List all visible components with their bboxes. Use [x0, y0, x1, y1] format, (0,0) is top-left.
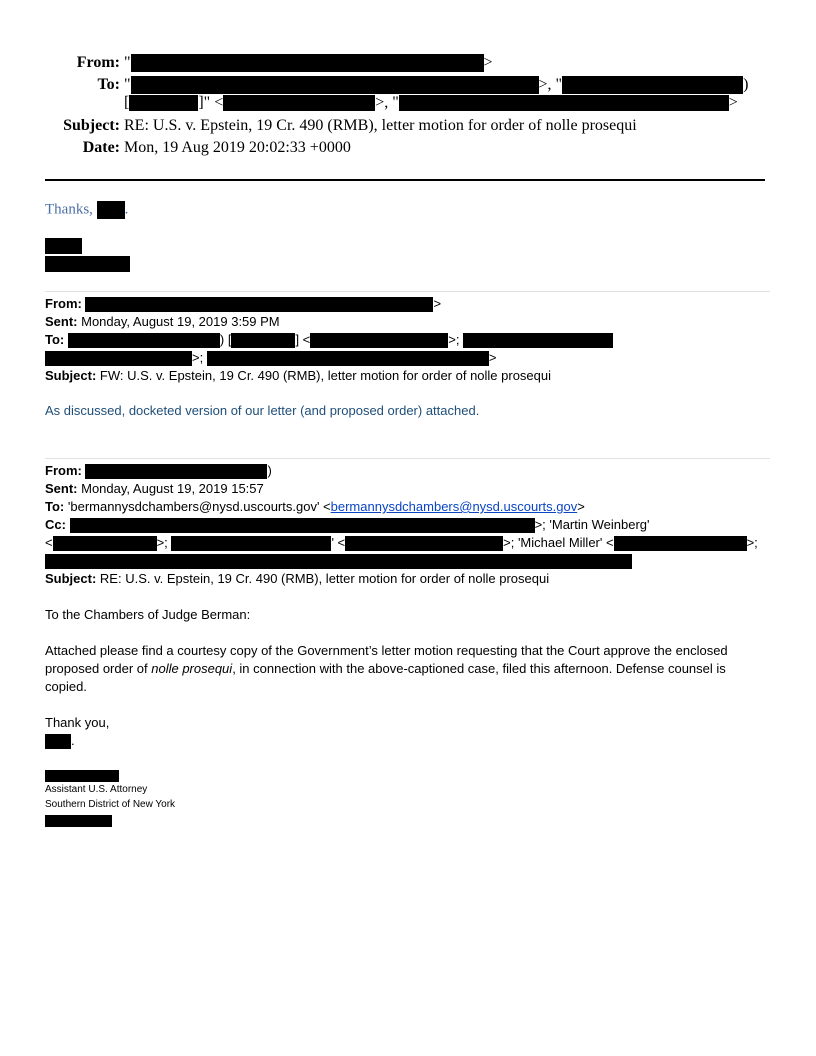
header-to-bracket-open: [ [124, 94, 130, 111]
chambers-email-link[interactable]: bermannysdchambers@nysd.uscourts.gov [330, 499, 578, 514]
header-to-end: > [728, 94, 738, 111]
redaction-block [345, 536, 503, 551]
redaction-block [231, 333, 295, 348]
redaction-block [45, 770, 119, 782]
header-from-label: From: [76, 54, 120, 71]
original-signature-initial [45, 732, 75, 750]
original-cc-label: Cc: [45, 517, 66, 532]
original-from-row [45, 462, 272, 480]
original-cc-line2-b: >; [156, 535, 168, 550]
signature-title: Assistant U.S. Attorney [45, 784, 148, 795]
header-from-open-quote: " [124, 54, 131, 71]
forward-sent-label: Sent: [45, 314, 78, 329]
original-sent-value: Monday, August 19, 2019 15:57 [81, 481, 264, 496]
original-to-label: To: [45, 499, 65, 514]
forward-subject-row [45, 367, 551, 385]
message-divider [45, 458, 770, 459]
header-to-close: ) [743, 76, 749, 93]
original-body-nolle-prosequi: nolle prosequi [151, 661, 233, 676]
redaction-block [70, 518, 535, 533]
header-divider [45, 179, 765, 181]
original-to-value: 'bermannysdchambers@nysd.uscourts.gov' < [67, 499, 331, 514]
forward-subject-label: Subject: [45, 368, 97, 383]
original-cc-line2-a: < [45, 535, 53, 550]
original-salutation: To the Chambers of Judge Berman: [45, 607, 251, 622]
header-from-row [0, 53, 493, 73]
header-to-row [0, 75, 748, 95]
original-cc-line2-c: ' < [331, 535, 346, 550]
original-body-line-1: Attached please find a courtesy copy of the Government’s letter motion requesting that the Court approve the enclosed [45, 643, 728, 658]
redaction-block [171, 536, 331, 551]
redaction-block [399, 95, 729, 111]
redaction-block [131, 54, 484, 72]
original-cc-row [45, 516, 650, 534]
original-body-line-2 [45, 660, 726, 678]
redaction-block [45, 815, 112, 827]
header-subject-row [0, 116, 637, 136]
original-subject-row [45, 570, 549, 588]
original-sent-label: Sent: [45, 481, 78, 496]
redaction-block [45, 554, 632, 569]
forward-to-line2-a: >; [192, 350, 204, 365]
redaction-block [85, 297, 433, 312]
original-signature-period: . [71, 733, 75, 748]
redaction-block [310, 333, 448, 348]
forward-from-row [45, 295, 441, 313]
redaction-block [97, 201, 125, 219]
redaction-block [463, 333, 613, 348]
original-subject-label: Subject: [45, 571, 97, 586]
redaction-block [45, 351, 192, 366]
original-body-line-3: copied. [45, 679, 87, 694]
forward-body: As discussed, docketed version of our letter (and proposed order) attached. [45, 403, 480, 418]
redaction-block [562, 76, 743, 94]
header-date-value: Mon, 19 Aug 2019 20:02:33 +0000 [124, 139, 351, 156]
reply-thanks-period: . [124, 201, 129, 218]
header-to-bracket-close: ]" < [198, 94, 224, 111]
redaction-block [45, 256, 130, 272]
original-cc-part-a: >; 'Martin Weinberg' [534, 517, 650, 532]
original-to-close: > [577, 499, 585, 514]
original-to-row [45, 498, 585, 516]
forward-from-close: > [433, 296, 442, 311]
forward-from-label: From: [45, 296, 82, 311]
forward-sent-row [45, 313, 280, 331]
redaction-block [223, 95, 375, 111]
forward-to-part-a: ) [ [219, 332, 232, 347]
reply-thanks-text: Thanks, [45, 201, 93, 218]
redaction-block [45, 238, 82, 254]
forward-subject-value: FW: U.S. v. Epstein, 19 Cr. 490 (RMB), letter motion for order of nolle prosequi [99, 368, 552, 383]
redaction-block [85, 464, 267, 479]
redaction-block [53, 536, 157, 551]
original-body-line-2-pre: proposed order of [45, 661, 152, 676]
forward-to-label: To: [45, 332, 65, 347]
original-sent-row [45, 480, 264, 498]
header-to-mid: >, " [538, 76, 563, 93]
header-subject-value: RE: U.S. v. Epstein, 19 Cr. 490 (RMB), letter motion for order of nolle prosequi [124, 117, 637, 134]
original-from-close: ) [267, 463, 272, 478]
original-from-label: From: [45, 463, 82, 478]
forward-to-line2-b: > [488, 350, 497, 365]
forward-sent-value: Monday, August 19, 2019 3:59 PM [81, 314, 280, 329]
header-from-close: > [483, 54, 493, 71]
message-divider [45, 291, 770, 292]
forward-to-row-continued [45, 349, 496, 367]
header-to-sep: >, " [375, 94, 399, 111]
header-to-row-continued [124, 93, 738, 113]
header-subject-label: Subject: [63, 117, 120, 134]
forward-to-part-c: >; [448, 332, 460, 347]
redaction-block [45, 734, 71, 749]
original-subject-value: RE: U.S. v. Epstein, 19 Cr. 490 (RMB), letter motion for order of nolle prosequi [99, 571, 550, 586]
original-cc-line2-e: >; [746, 535, 758, 550]
forward-to-row [45, 331, 613, 349]
header-to-label: To: [97, 76, 120, 93]
redaction-block [614, 536, 747, 551]
original-cc-line2-d: >; 'Michael Miller' < [503, 535, 614, 550]
reply-thanks-line [45, 201, 128, 219]
forward-to-part-b: ] < [295, 332, 311, 347]
signature-office: Southern District of New York [45, 799, 176, 810]
header-date-label: Date: [82, 139, 120, 156]
redaction-block [68, 333, 220, 348]
redaction-block [131, 76, 539, 94]
redaction-block [207, 351, 489, 366]
original-body-line-2-post: , in connection with the above-captioned case, filed this afternoon. Defense counsel is [232, 661, 726, 676]
original-thank-you: Thank you, [45, 715, 110, 730]
redaction-block [129, 95, 198, 111]
header-to-open-quote: " [124, 76, 131, 93]
header-date-row [0, 138, 351, 158]
original-cc-row-continued [45, 534, 758, 552]
